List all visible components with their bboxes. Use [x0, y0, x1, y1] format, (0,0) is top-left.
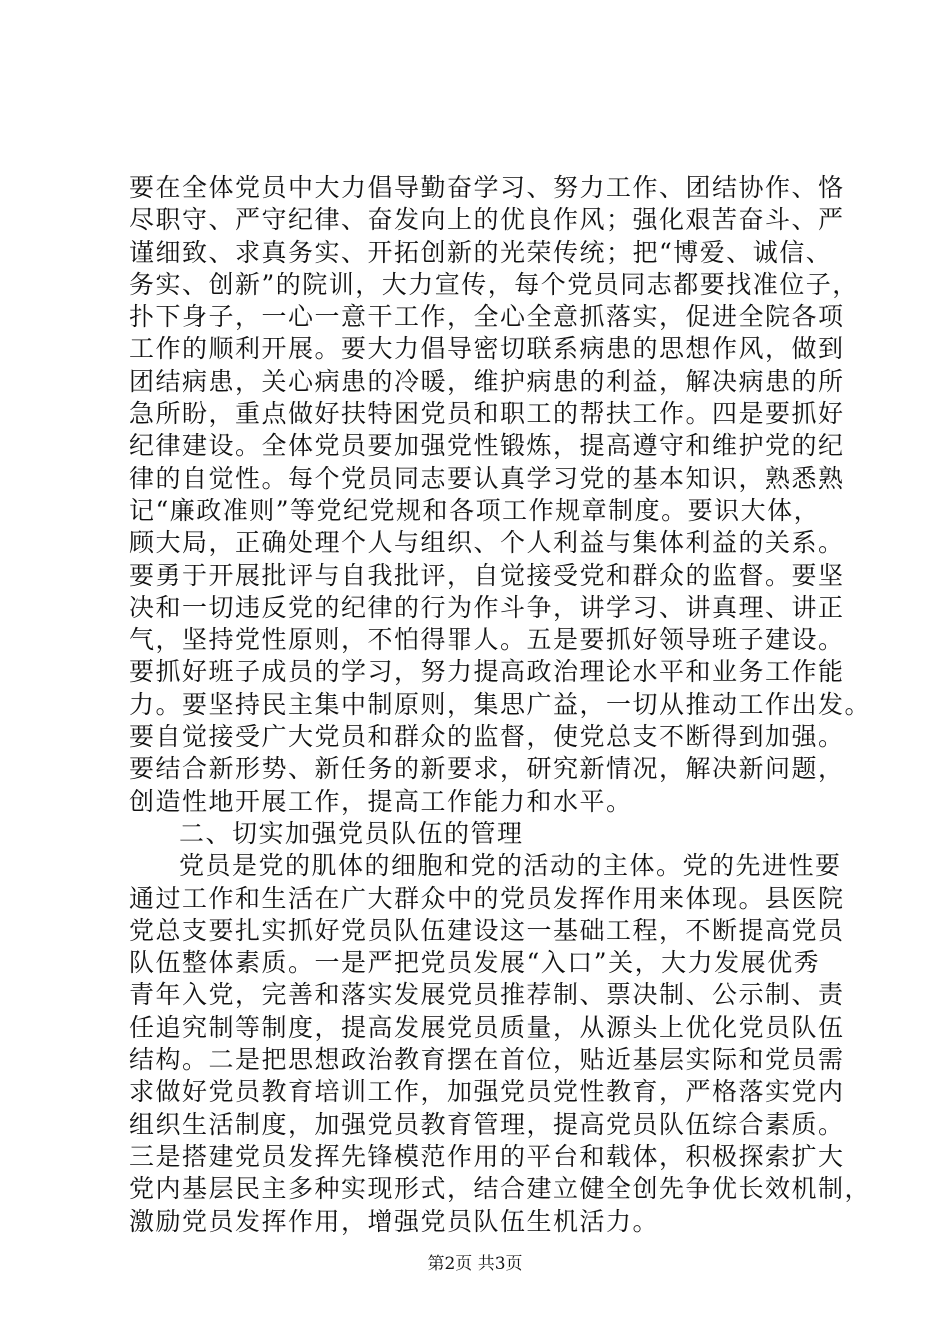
text-line: 组织生活制度，加强党员教育管理，提高党员队伍综合素质。	[129, 1109, 845, 1139]
text-line: 三是搭建党员发挥先锋模范作用的平台和载体，积极探索扩大	[129, 1141, 845, 1171]
text-line: 要结合新形势、新任务的新要求，研究新情况，解决新问题，	[129, 754, 845, 784]
text-line: 工作的顺利开展。要大力倡导密切联系病患的思想作风，做到	[129, 334, 845, 364]
text-line: 任追究制等制度，提高发展党员质量，从源头上优化党员队伍	[129, 1012, 845, 1042]
text-line: 要勇于开展批评与自我批评，自觉接受党和群众的监督。要坚	[129, 560, 845, 590]
text-line: 尽职守、严守纪律、奋发向上的优良作风；强化艰苦奋斗、严	[129, 205, 845, 235]
paragraph-first-line: 党员是党的肌体的细胞和党的活动的主体。党的先进性要	[179, 851, 842, 881]
text-line: 律的自觉性。每个党员同志要认真学习党的基本知识，熟悉熟	[129, 463, 845, 493]
text-line: 党总支要扎实抓好党员队伍建设这一基础工程，不断提高党员	[129, 915, 845, 945]
section-heading: 二、切实加强党员队伍的管理	[179, 818, 524, 848]
text-line: 气，坚持党性原则，不怕得罪人。五是要抓好领导班子建设。	[129, 625, 845, 655]
text-line: 求做好党员教育培训工作，加强党员党性教育，严格落实党内	[129, 1077, 845, 1107]
text-line: 决和一切违反党的纪律的行为作斗争，讲学习、讲真理、讲正	[129, 592, 845, 622]
text-line: 要自觉接受广大党员和群众的监督，使党总支不断得到加强。	[129, 722, 845, 752]
text-line: 通过工作和生活在广大群众中的党员发挥作用来体现。县医院	[129, 883, 845, 913]
text-line: 纪律建设。全体党员要加强党性锻炼，提高遵守和维护党的纪	[129, 431, 845, 461]
text-line: 队伍整体素质。一是严把党员发展“入口”关，大力发展优秀	[129, 948, 821, 978]
text-line: 谨细致、求真务实、开拓创新的光荣传统；把“博爱、诚信、	[129, 237, 833, 267]
text-line: 急所盼，重点做好扶特困党员和职工的帮扶工作。四是要抓好	[129, 399, 845, 429]
document-body	[129, 172, 872, 1238]
text-line: 团结病患，关心病患的冷暖，维护病患的利益，解决病患的所	[129, 366, 845, 396]
text-line: 要抓好班子成员的学习，努力提高政治理论水平和业务工作能	[129, 657, 845, 687]
text-line: 记“廉政准则”等党纪党规和各项工作规章制度。要识大体，	[129, 495, 821, 525]
text-line: 要在全体党员中大力倡导勤奋学习、努力工作、团结协作、恪	[129, 173, 845, 202]
text-line: 务实、创新”的院训，大力宣传，每个党员同志都要找准位子，	[129, 269, 859, 299]
text-line: 青年入党，完善和落实发展党员推荐制、票决制、公示制、责	[129, 980, 845, 1010]
text-line: 创造性地开展工作，提高工作能力和水平。	[129, 786, 633, 816]
text-line: 力。要坚持民主集中制原则，集思广益，一切从推动工作出发。	[129, 689, 872, 719]
text-line: 顾大局，正确处理个人与组织、个人利益与集体利益的关系。	[129, 528, 845, 558]
text-line: 党内基层民主多种实现形式，结合建立健全创先争优长效机制，	[129, 1174, 872, 1204]
text-line: 结构。二是把思想政治教育摆在首位，贴近基层实际和党员需	[129, 1045, 845, 1075]
page-footer: 第2页 共3页	[427, 1254, 523, 1274]
text-line: 激励党员发挥作用，增强党员队伍生机活力。	[129, 1206, 660, 1236]
text-line: 扑下身子，一心一意干工作，全心全意抓落实，促进全院各项	[129, 302, 845, 332]
